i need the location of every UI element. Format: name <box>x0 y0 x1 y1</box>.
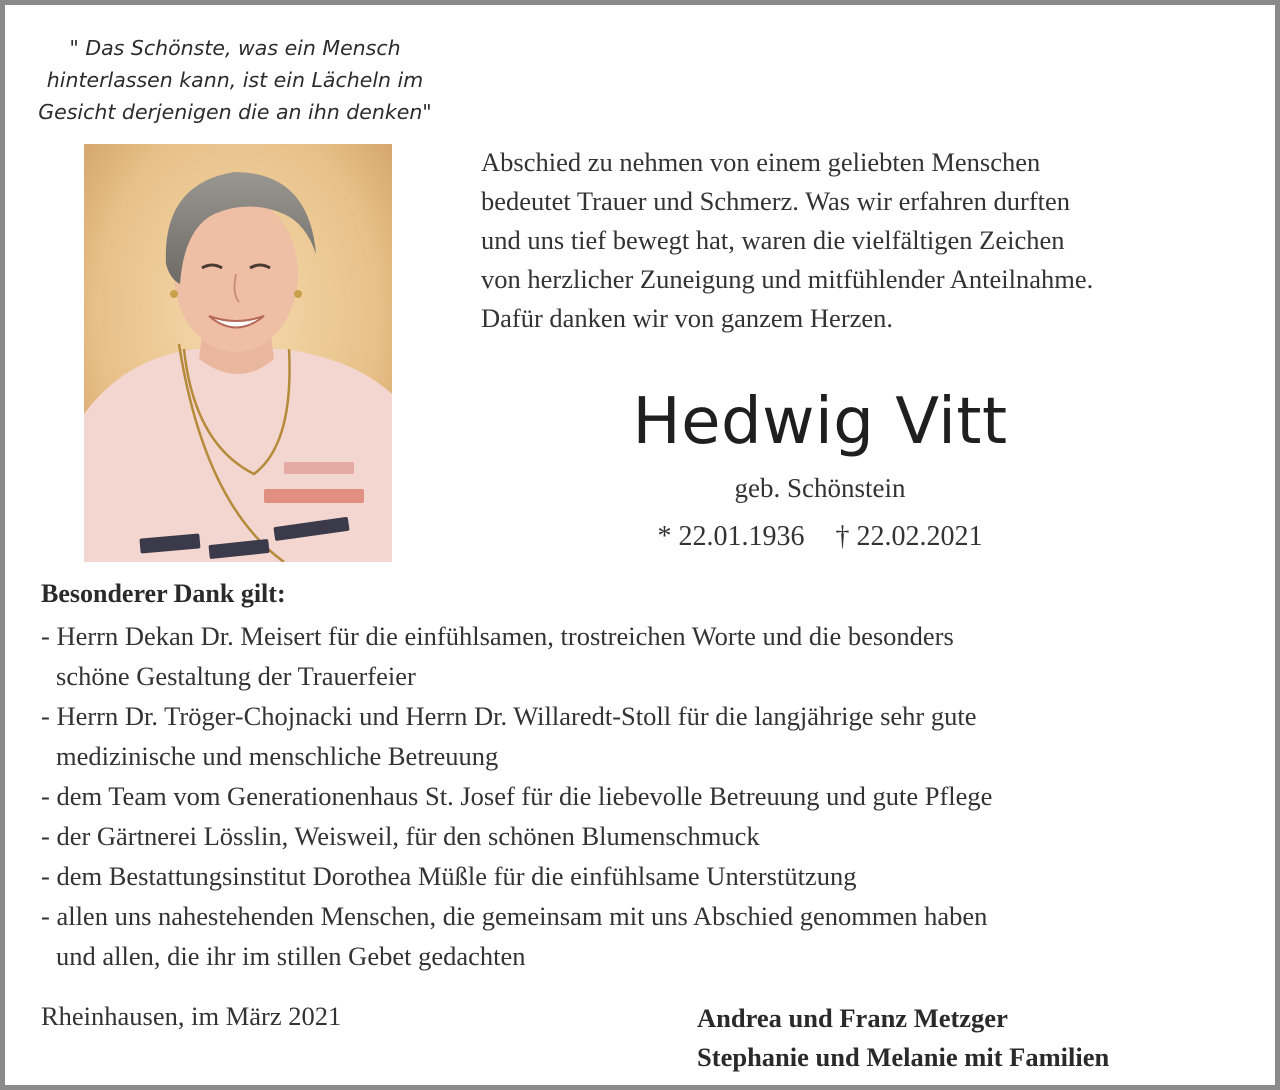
thanks-item-continuation: medizinische und menschliche Betreuung <box>56 741 499 771</box>
life-dates <box>470 518 1170 556</box>
portrait-photo <box>84 144 392 562</box>
quote-line-3: Gesicht derjenigen die an ihn denken" <box>38 100 432 124</box>
death-date: † 22.02.2021 <box>835 521 983 552</box>
intro-line: Dafür danken wir von ganzem Herzen. <box>481 303 894 333</box>
thanks-item: - dem Bestattungsinstitut Dorothea Müßle für die einfühlsame Unterstützung <box>41 861 857 891</box>
thanks-item: - Herrn Dr. Tröger-Chojnacki und Herrn Dr. Willaredt-Stoll für die langjährige sehr gute <box>41 701 977 731</box>
place-and-date: Rheinhausen, im März 2021 <box>41 1001 342 1031</box>
birth-date: * 22.01.1936 <box>657 521 805 552</box>
quote-line-1: " Das Schönste, was ein Mensch <box>69 36 401 60</box>
thanks-item: - der Gärtnerei Lösslin, Weisweil, für den schönen Blumenschmuck <box>41 821 760 851</box>
quote-line-2: hinterlassen kann, ist ein Lächeln im <box>46 68 424 92</box>
intro-text <box>481 143 1251 338</box>
thanks-item-continuation: und allen, die ihr im stillen Gebet gedachten <box>56 941 526 971</box>
signer-line: Andrea und Franz Metzger <box>697 1003 1008 1033</box>
intro-line: Abschied zu nehmen von einem geliebten Menschen <box>481 147 1041 177</box>
signers <box>697 999 1257 1077</box>
intro-line: und uns tief bewegt hat, waren die vielfältigen Zeichen <box>481 225 1065 255</box>
thanks-heading: Besonderer Dank gilt: <box>41 579 286 608</box>
signer-line: Stephanie und Melanie mit Familien <box>697 1042 1110 1072</box>
thanks-list <box>41 616 1251 976</box>
thanks-item-continuation: schöne Gestaltung der Trauerfeier <box>56 661 416 691</box>
birth-name: geb. Schönstein <box>734 473 906 503</box>
thanks-item: - allen uns nahestehenden Menschen, die gemeinsam mit uns Abschied genommen haben <box>41 901 988 931</box>
thanks-item: - dem Team vom Generationenhaus St. Josef für die liebevolle Betreuung und gute Pflege <box>41 781 993 811</box>
intro-line: bedeutet Trauer und Schmerz. Was wir erfahren durften <box>481 186 1071 216</box>
intro-line: von herzlicher Zuneigung und mitfühlender Anteilnahme. <box>481 264 1094 294</box>
thanks-item: - Herrn Dekan Dr. Meisert für die einfühlsamen, trostreichen Worte und die besonders <box>41 621 954 651</box>
deceased-name: Hedwig Vitt <box>632 385 1008 459</box>
memorial-quote <box>20 32 450 128</box>
